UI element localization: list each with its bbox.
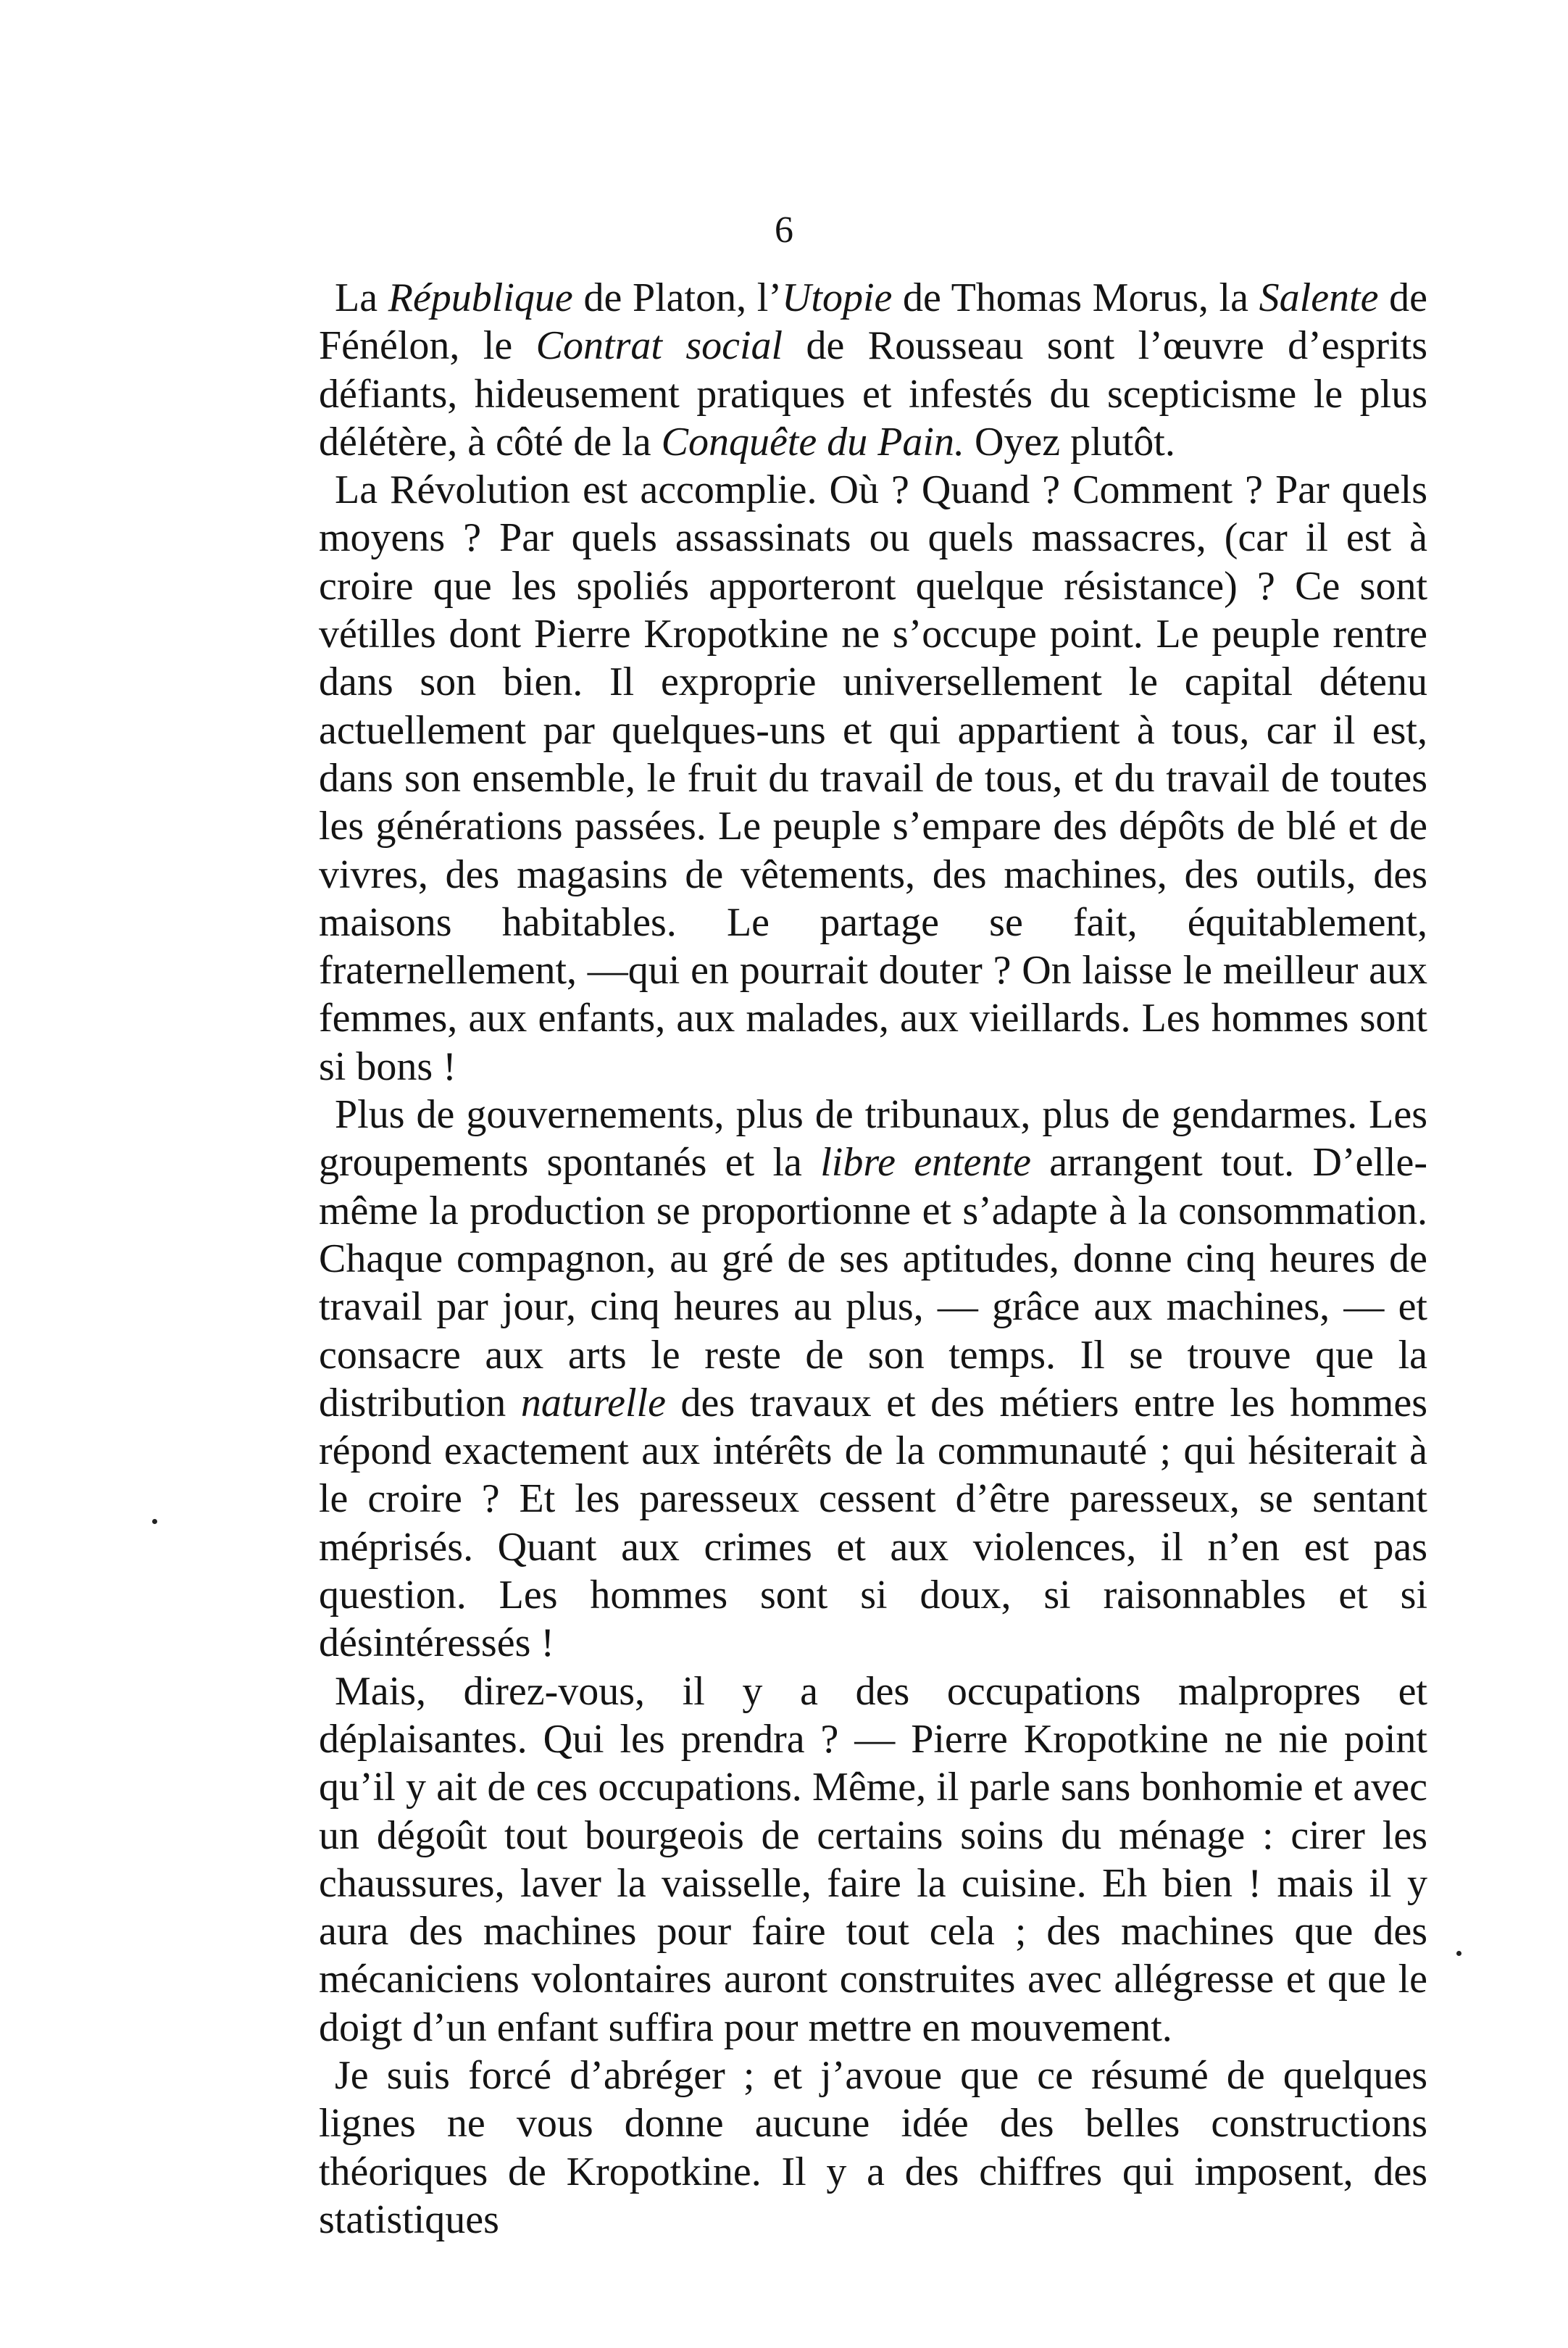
text-run: La Révolution est accomplie. Où ? Quand ? Comment ? Par quels moyens ? Par quels assassinats ou quels massacres, (car il est à croire que les spoliés apporteront quelque résistance) ? Ce sont vétilles dont Pierre Kropotkine ne s’occupe point. Le peuple rentre dans son bien. Il exproprie universellement le capital détenu actuellement par quelques-uns et qui appartient à tous, car il est, dans son ensemble, le fruit du travail de tous, et du travail de toutes les générations passées. Le peuple s’empare des dépôts de blé et de vivres, des magasins de vêtements, des machines, des outils, des maisons habitables. Le partage se fait, équitablement, fraternellement, —qui en pourrait douter ? On laisse le meilleur aux femmes, aux enfants, aux malades, aux vieillards. Les hommes sont si bons ! xyxy=(319,467,1427,1089)
text-run: Oyez plutôt. xyxy=(964,419,1175,465)
paragraph xyxy=(319,466,1427,1091)
italic-title-text: Salente xyxy=(1259,275,1379,320)
italic-title-text: Contrat social xyxy=(535,323,783,369)
italic-title-text: naturelle xyxy=(520,1380,666,1425)
italic-title-text: Conquête du Pain. xyxy=(661,419,964,465)
paragraph xyxy=(319,2052,1427,2244)
page-number: 6 xyxy=(775,209,793,251)
text-run: de Thomas Morus, la xyxy=(892,275,1259,320)
print-speck xyxy=(1456,1951,1461,1956)
text-run: Plus de gouvernements, plus de tribunaux, plus de gendarmes. Les groupements spontanés et la xyxy=(319,1092,1427,1186)
text-run: des travaux et des métiers entre les hommes répond exactement aux intérêts de la communauté ; qui hésiterait à le croire ? Et les paresseux cessent d’être paresseux, se sentant méprisés. Quant aux crimes et aux violences, il n’en est pas question. Les hommes sont si doux, si raisonnables et si désintéressés ! xyxy=(319,1380,1427,1666)
print-speck xyxy=(152,1519,157,1524)
italic-title-text: libre entente xyxy=(820,1140,1031,1186)
text-run: arrangent tout. D’elle-même la production se proportionne et s’adapte à la consommation. Chaque compagnon, au gré de ses aptitudes, donne cinq heures de travail par jour, cinq heures au plus, — grâce aux machines, — et consacre aux arts le reste de son temps. Il se trouve que la distribution xyxy=(319,1140,1428,1425)
text-run: Mais, direz-vous, il y a des occupations malpropres et déplaisantes. Qui les prendra ? — Pierre Kropotkine ne nie point qu’il y ait de ces occupations. Même, il parle sans bonhomie et avec un dégoût tout bourgeois de certains soins du ménage : cirer les chaussures, laver la vaisselle, faire la cuisine. Eh bien ! mais il y aura des machines pour faire tout cela ; des machines que des mécaniciens volontaires auront construites avec allégresse et que le doigt d’un enfant suffira pour mettre en mouvement. xyxy=(319,1668,1427,2050)
text-run: Je suis forcé d’abréger ; et j’avoue que ce résumé de quelques lignes ne vous donne aucune idée des belles constructions théoriques de Kropotkine. Il y a des chiffres qui imposent, des statistiques xyxy=(319,2052,1427,2242)
text-run: de Fénélon, le xyxy=(319,275,1427,369)
italic-title-text: Utopie xyxy=(781,275,893,320)
paragraph xyxy=(319,274,1427,466)
paragraph xyxy=(319,1091,1427,1668)
italic-title-text: République xyxy=(388,275,573,320)
text-run: La xyxy=(335,275,388,320)
text-run: de Platon, l’ xyxy=(572,275,782,320)
body-text xyxy=(319,274,1427,2244)
paragraph xyxy=(319,1668,1427,2052)
text-run: de Rousseau sont l’œuvre d’esprits défiants, hideusement pratiques et infestés du scepticisme le plus délétère, à côté de la xyxy=(319,323,1427,465)
